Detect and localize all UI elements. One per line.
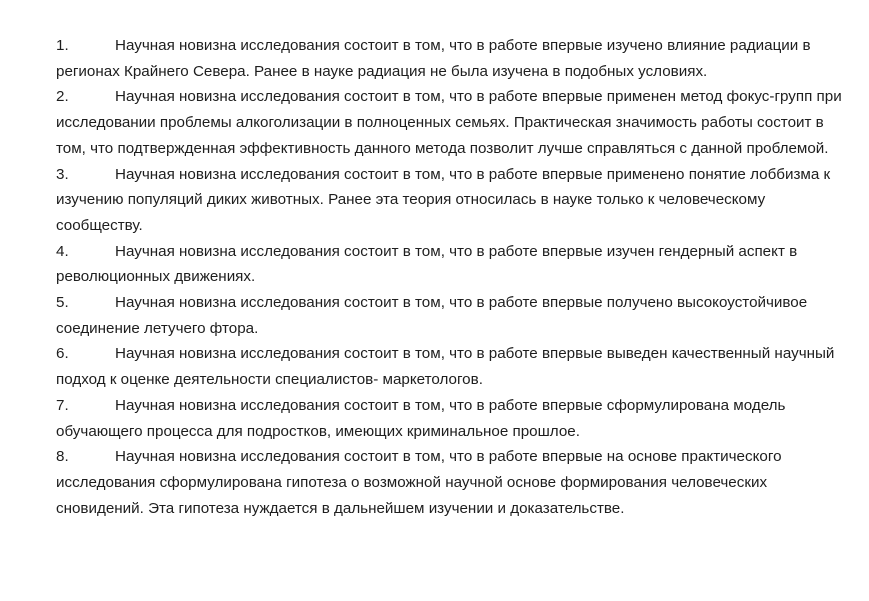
item-number: 1. xyxy=(56,37,69,54)
item-number: 4. xyxy=(56,242,69,260)
list-item xyxy=(56,33,846,84)
list-item xyxy=(56,341,846,392)
item-number: 7. xyxy=(56,396,69,414)
item-text: Научная новизна исследования состоит в том, что в работе впервые сформулирована модель обучающего процесса для подростков, имеющих криминальное прошлое. xyxy=(56,396,786,440)
list-item xyxy=(56,393,846,444)
item-text: Научная новизна исследования состоит в том, что в работе впервые применен метод фокус-групп при исследовании проблемы алкоголизации в полноценных семьях. Практическая значимость работы состоит в том, что подтвержденная эффективность данного метода позволит лучше справляться с данной проблемой. xyxy=(56,88,842,157)
document-body xyxy=(56,33,846,521)
item-number: 3. xyxy=(56,165,69,183)
item-text: Научная новизна исследования состоит в том, что в работе впервые изучено влияние радиации в регионах Крайнего Севера. Ранее в науке радиация не была изучена в подобных условиях. xyxy=(56,37,811,80)
item-text: Научная новизна исследования состоит в том, что в работе впервые изучен гендерный аспект в революционных движениях. xyxy=(56,242,798,286)
list-item xyxy=(56,444,846,521)
list-item xyxy=(56,239,846,290)
list-item xyxy=(56,162,846,239)
item-text: Научная новизна исследования состоит в том, что в работе впервые выведен качественный научный подход к оценке деятельности специалистов- маркетологов. xyxy=(56,345,835,389)
item-number: 8. xyxy=(56,448,69,466)
list-item xyxy=(56,84,846,161)
item-number: 6. xyxy=(56,345,69,363)
item-text: Научная новизна исследования состоит в том, что в работе впервые применено понятие лоббизма к изучению популяций диких животных. Ранее эта теория относилась в науке только к человеческому сообществу. xyxy=(56,165,831,234)
list-item xyxy=(56,290,846,341)
item-number: 2. xyxy=(56,88,69,106)
item-text: Научная новизна исследования состоит в том, что в работе впервые на основе практического исследования сформулирована гипотеза о возможной научной основе формирования человеческих сновидений. Эта гипотеза нуждается в дальнейшем изучении и доказательстве. xyxy=(56,448,782,517)
item-number: 5. xyxy=(56,294,69,312)
item-text: Научная новизна исследования состоит в том, что в работе впервые получено высокоустойчивое соединение летучего фтора. xyxy=(56,294,808,337)
